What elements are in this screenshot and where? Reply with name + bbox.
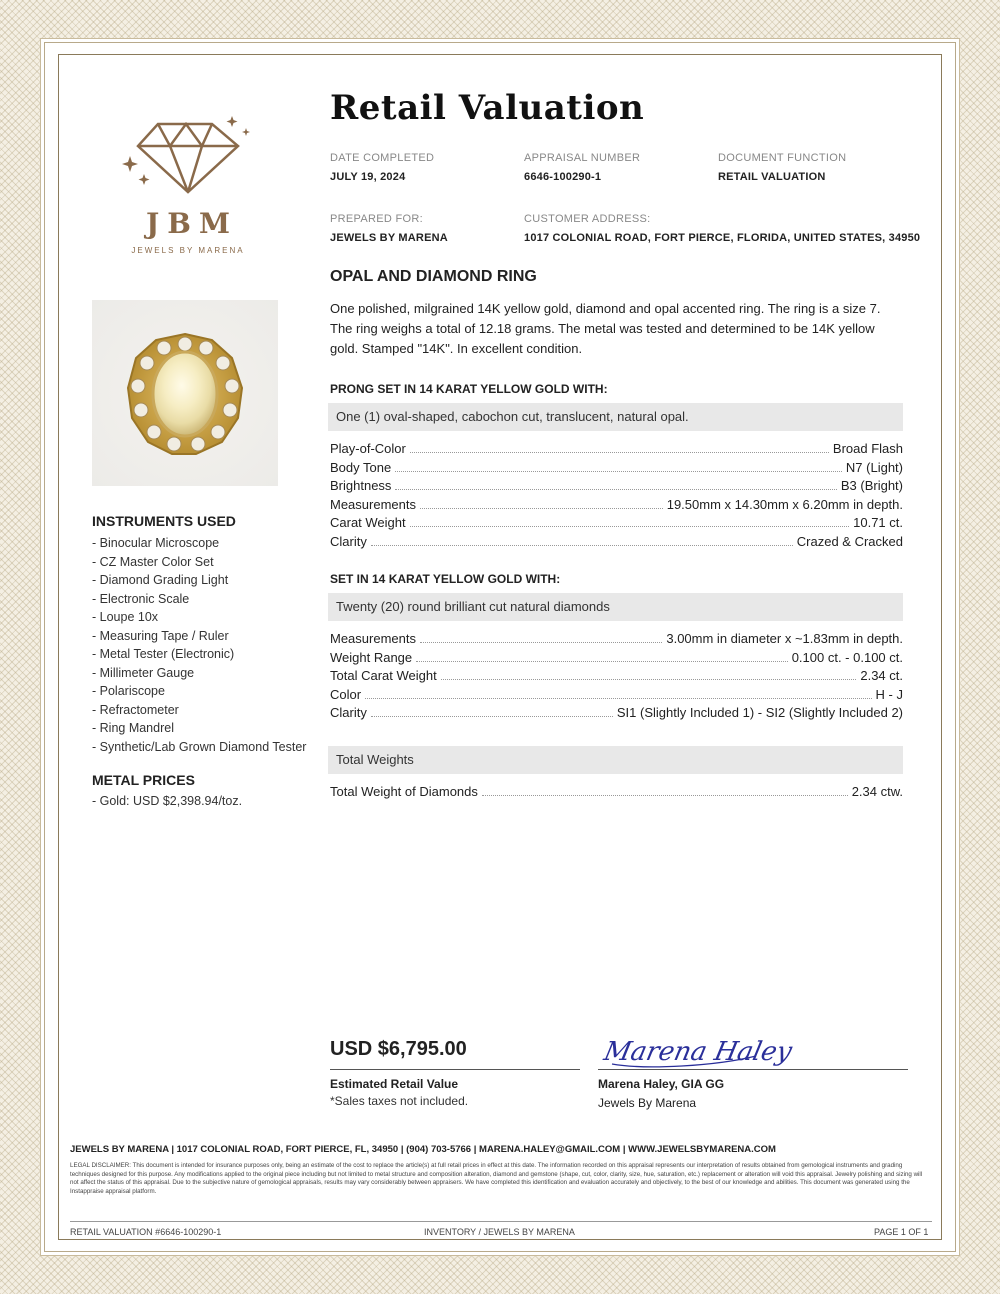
date-completed-value: JULY 19, 2024 xyxy=(330,171,406,183)
detail-value: 3.00mm in diameter x ~1.83mm in depth. xyxy=(666,631,903,646)
list-item: - Millimeter Gauge xyxy=(92,665,195,680)
list-item: - Polariscope xyxy=(92,684,165,698)
detail-value: Crazed & Cracked xyxy=(796,533,903,549)
detail-row xyxy=(330,533,903,552)
legal-disclaimer: LEGAL DISCLAIMER: This document is intended for insurance purposes only, being an estimate of the cost to replace the article(s) at full retail prices in effect at this date. The information recorded on this appraisal represents our interpretation of results obtained from gemological instruments and grading techniques designed for this purpose. Any modifications applied to the original piece including but not limited to metal structure and composition alteration, diamond and gemstone (shape, cut, color, clarity, size, hue, saturation, etc.) replacement or alteration will void this appraisal. Jewelry polishing and sizing will not affect the status of this appraisal. Due to the subjective nature of gemological appraisals, results may vary considerably between appraisers. We have completed this identification and evaluation accurately and objectively, to the best of our knowledge and abilities. This document was generated using the Instappraise appraisal platform. xyxy=(70,1162,923,1195)
document-function-label: DOCUMENT FUNCTION xyxy=(718,152,847,164)
detail-label: Body Tone xyxy=(330,459,392,475)
list-item: - Measuring Tape / Ruler xyxy=(92,628,229,643)
detail-label: Measurements xyxy=(330,631,416,646)
appraiser-company: Jewels By Marena xyxy=(598,1096,697,1110)
logo-tagline: JEWELS BY MARENA xyxy=(131,246,245,255)
instruments-used-section xyxy=(92,513,332,756)
list-item: - Diamond Grading Light xyxy=(92,573,229,587)
footer-page-number: PAGE 1 OF 1 xyxy=(874,1227,929,1237)
detail-row xyxy=(330,783,903,802)
detail-label: Weight Range xyxy=(330,649,413,665)
ring-illustration xyxy=(92,300,278,486)
list-item: - Synthetic/Lab Grown Diamond Tester xyxy=(92,739,307,754)
detail-value: 10.71 ct. xyxy=(853,515,903,531)
detail-label: Total Carat Weight xyxy=(330,668,437,684)
detail-label: Total Weight of Diamonds xyxy=(330,784,478,799)
detail-row xyxy=(330,440,903,459)
footer-inventory: INVENTORY / JEWELS BY MARENA xyxy=(424,1227,575,1237)
total-weights-header: Total Weights xyxy=(328,746,903,774)
diamond-section-title: SET IN 14 KARAT YELLOW GOLD WITH: xyxy=(330,572,561,586)
footer-reference: RETAIL VALUATION #6646-100290-1 xyxy=(70,1227,222,1237)
detail-label: Color xyxy=(330,686,362,702)
detail-row xyxy=(330,704,903,723)
metal-prices-list xyxy=(92,794,332,808)
signature-script: Marena Haley xyxy=(601,1037,795,1067)
diamond-logo-icon xyxy=(120,108,256,198)
date-completed-label: DATE COMPLETED xyxy=(330,152,435,164)
instruments-list xyxy=(92,534,332,756)
detail-label: Clarity xyxy=(330,533,367,549)
prepared-for xyxy=(330,213,448,244)
detail-row xyxy=(330,496,903,515)
customer-address-label: CUSTOMER ADDRESS: xyxy=(524,213,651,225)
prepared-for-value: JEWELS BY MARENA xyxy=(330,232,448,244)
list-item: - Binocular Microscope xyxy=(92,536,220,550)
signature-divider xyxy=(598,1069,908,1070)
diamond-summary: Twenty (20) round brilliant cut natural diamonds xyxy=(328,593,903,621)
detail-label: Brightness xyxy=(330,478,392,494)
prepared-for-label: PREPARED FOR: xyxy=(330,213,423,225)
detail-value: 0.100 ct. - 0.100 ct. xyxy=(791,649,903,665)
list-item: - CZ Master Color Set xyxy=(92,554,214,569)
detail-value: H - J xyxy=(875,686,903,702)
detail-row xyxy=(330,649,903,668)
footer-divider xyxy=(70,1221,932,1222)
list-item: - Ring Mandrel xyxy=(92,721,174,735)
metal-prices-title: METAL PRICES xyxy=(92,772,195,788)
document-function-value: RETAIL VALUATION xyxy=(718,171,826,183)
list-item: - Gold: USD $2,398.94/toz. xyxy=(92,794,243,808)
company-logo xyxy=(120,108,256,255)
detail-row xyxy=(330,667,903,686)
detail-value: 19.50mm x 14.30mm x 6.20mm in depth. xyxy=(666,496,903,512)
estimated-price: USD $6,795.00 xyxy=(330,1038,467,1060)
signature-image xyxy=(601,1026,795,1074)
footer-contact: JEWELS BY MARENA | 1017 COLONIAL ROAD, FORT PIERCE, FL, 34950 | (904) 703-5766 | MARENA.HALEY@GMAIL.COM | WWW.JEWELSBYMARENA.COM xyxy=(70,1144,776,1155)
list-item: - Electronic Scale xyxy=(92,591,190,606)
estimated-price-label: Estimated Retail Value xyxy=(330,1077,459,1091)
ring-photo xyxy=(92,300,278,486)
diamond-details xyxy=(330,630,903,723)
detail-label: Carat Weight xyxy=(330,515,406,531)
list-item: - Refractometer xyxy=(92,702,179,717)
detail-value: Broad Flash xyxy=(832,441,903,456)
list-item: - Metal Tester (Electronic) xyxy=(92,647,235,661)
detail-row xyxy=(330,514,903,533)
list-item: - Loupe 10x xyxy=(92,610,159,624)
item-description: One polished, milgrained 14K yellow gold, diamond and opal accented ring. The ring is a size 7. The ring weighs a total of 12.18 grams. The metal was tested and determined to be 14K yellow gold. Stamped "14K". In excellent condition. xyxy=(330,301,881,356)
detail-value: SI1 (Slightly Included 1) - SI2 (Slightly Included 2) xyxy=(616,705,903,721)
opal-details xyxy=(330,440,903,552)
appraisal-number-label: APPRAISAL NUMBER xyxy=(524,152,641,164)
opal-summary: One (1) oval-shaped, cabochon cut, translucent, natural opal. xyxy=(328,403,903,431)
opal-section-title: PRONG SET IN 14 KARAT YELLOW GOLD WITH: xyxy=(330,382,608,396)
detail-value: B3 (Bright) xyxy=(840,478,903,494)
document-title: Retail Valuation xyxy=(330,88,645,128)
detail-label: Measurements xyxy=(330,496,416,512)
instruments-title: INSTRUMENTS USED xyxy=(92,513,236,529)
metal-prices-section xyxy=(92,772,332,808)
detail-label: Play-of-Color xyxy=(330,441,406,456)
detail-row xyxy=(330,477,903,496)
logo-initials: JBM xyxy=(146,207,238,240)
appraisal-number xyxy=(524,152,640,183)
item-title: OPAL AND DIAMOND RING xyxy=(330,268,537,285)
detail-row xyxy=(330,630,903,649)
customer-address xyxy=(524,213,920,244)
date-completed xyxy=(330,152,434,183)
detail-value: 2.34 ct. xyxy=(860,668,903,684)
appraiser-name: Marena Haley, GIA GG xyxy=(598,1077,725,1091)
total-weights-details xyxy=(330,783,903,802)
detail-row xyxy=(330,686,903,705)
detail-row xyxy=(330,459,903,478)
price-divider xyxy=(330,1069,580,1070)
document-function xyxy=(718,152,846,183)
detail-value: 2.34 ctw. xyxy=(851,784,903,799)
detail-value: N7 (Light) xyxy=(845,459,903,475)
tax-note: *Sales taxes not included. xyxy=(330,1094,469,1108)
appraisal-number-value: 6646-100290-1 xyxy=(524,171,602,183)
customer-address-value: 1017 COLONIAL ROAD, FORT PIERCE, FLORIDA, UNITED STATES, 34950 xyxy=(524,232,921,244)
detail-label: Clarity xyxy=(330,705,367,721)
